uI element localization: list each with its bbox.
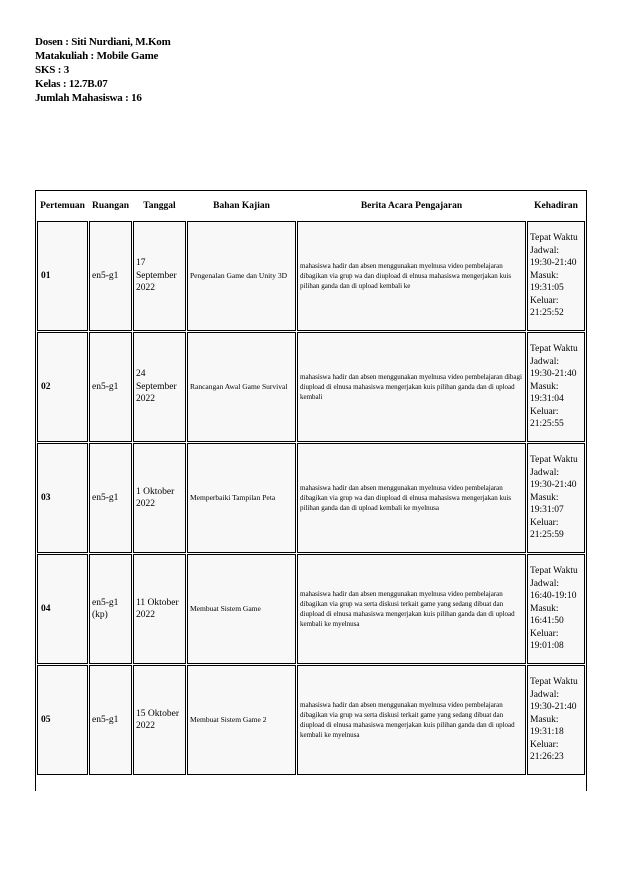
kehadiran-status: Tepat Waktu [530, 455, 578, 466]
masuk-value: 16:41:50 [530, 616, 564, 627]
berita-acara-cell: mahasiswa hadir dan absen menggunakan myelnusa video pembelajaran dibagikan via grup wa dan diupload di elnusa mahasiswa mengerjakan kuis pilihan ganda dan di upload kembali ke [297, 221, 526, 331]
masuk-label: Masuk: [530, 603, 559, 614]
tanggal-cell: 1 Oktober 2022 [133, 443, 186, 553]
kehadiran-status: Tepat Waktu [530, 566, 578, 577]
berita-acara-cell: mahasiswa hadir dan absen menggunakan myelnusa video pembelajaran dibagikan via grup wa serta diskusi terkait game yang sedang dibuat dan diupload di elnusa mahasiswa mengerjakan kuis pilihan ganda dan di upload kembali ke myelnusa [297, 665, 526, 775]
kehadiran-cell [527, 665, 585, 775]
keluar-value: 19:01:08 [530, 641, 564, 652]
table-row [37, 665, 585, 775]
keluar-value: 21:25:52 [530, 308, 564, 319]
column-header-kehadiran: Kehadiran [534, 201, 578, 211]
tanggal-cell: 11 Oktober 2022 [133, 554, 186, 664]
jadwal-value: 19:30-21:40 [530, 369, 577, 380]
tanggal-cell: 15 Oktober 2022 [133, 665, 186, 775]
masuk-label: Masuk: [530, 270, 559, 281]
jadwal-value: 19:30-21:40 [530, 258, 577, 269]
berita-acara-cell: mahasiswa hadir dan absen menggunakan myelnusa video pembelajaran dibagi diupload di elnusa mahasiswa mengerjakan kuis pilihan ganda dan di upload kembali [297, 332, 526, 442]
bahan-kajian-cell: Membuat Sistem Game 2 [187, 665, 296, 775]
document-header [35, 35, 171, 105]
pertemuan-cell: 02 [37, 332, 88, 442]
column-header-tanggal: Tanggal [143, 201, 176, 211]
berita-acara-cell: mahasiswa hadir dan absen menggunakan myelnusa video pembelajaran dibagikan via grup wa dan diupload di elnusa mahasiswa mengerjakan kuis pilihan ganda dan di upload kembali ke myelnusa [297, 443, 526, 553]
jadwal-label: Jadwal: [530, 689, 560, 700]
dosen-line: Dosen : Siti Nurdiani, M.Kom [35, 36, 171, 48]
table-row [37, 443, 585, 553]
masuk-label: Masuk: [530, 492, 559, 503]
column-header-bahan-kajian: Bahan Kajian [213, 201, 270, 211]
jadwal-value: 19:30-21:40 [530, 480, 577, 491]
column-header-berita-acara: Berita Acara Pengajaran [360, 201, 463, 211]
pertemuan-cell: 04 [37, 554, 88, 664]
ruangan-cell: en5-g1 [89, 665, 132, 775]
masuk-label: Masuk: [530, 381, 559, 392]
ruangan-cell: en5-g1 (kp) [89, 554, 132, 664]
matakuliah-line: Matakuliah : Mobile Game [35, 50, 159, 62]
table-body [37, 221, 585, 775]
ruangan-cell: en5-g1 [89, 332, 132, 442]
masuk-value: 19:31:07 [530, 505, 564, 516]
pertemuan-cell: 05 [37, 665, 88, 775]
jadwal-label: Jadwal: [530, 467, 560, 478]
table-row [37, 221, 585, 331]
masuk-value: 19:31:04 [530, 394, 564, 405]
jadwal-value: 16:40-19:10 [530, 591, 577, 602]
kehadiran-status: Tepat Waktu [530, 677, 578, 688]
keluar-label: Keluar: [530, 628, 559, 639]
jadwal-label: Jadwal: [530, 356, 560, 367]
tanggal-cell: 24 September 2022 [133, 332, 186, 442]
kehadiran-cell [527, 443, 585, 553]
berita-acara-cell: mahasiswa hadir dan absen menggunakan myelnusa video pembelajaran dibagikan via grup wa serta diskusi terkait game yang sedang dibuat dan diupload di elnusa mahasiswa mengerjakan kuis pilihan ganda dan di upload kembali ke myelnusa [297, 554, 526, 664]
table-row [37, 554, 585, 664]
keluar-value: 21:25:55 [530, 419, 564, 430]
table-row [37, 332, 585, 442]
kehadiran-cell [527, 554, 585, 664]
jadwal-label: Jadwal: [530, 578, 560, 589]
keluar-value: 21:26:23 [530, 752, 564, 763]
column-header-pertemuan: Pertemuan [40, 201, 85, 211]
bahan-kajian-cell: Memperbaiki Tampilan Peta [187, 443, 296, 553]
kehadiran-status: Tepat Waktu [530, 233, 578, 244]
kelas-line: Kelas : 12.7B.07 [35, 78, 108, 90]
attendance-table-container [35, 190, 587, 791]
keluar-label: Keluar: [530, 517, 559, 528]
masuk-label: Masuk: [530, 714, 559, 725]
jadwal-value: 19:30-21:40 [530, 702, 577, 713]
kehadiran-cell [527, 332, 585, 442]
kehadiran-status: Tepat Waktu [530, 344, 578, 355]
jadwal-label: Jadwal: [530, 245, 560, 256]
bahan-kajian-cell: Rancangan Awal Game Survival [187, 332, 296, 442]
ruangan-cell: en5-g1 [89, 443, 132, 553]
pertemuan-cell: 03 [37, 443, 88, 553]
keluar-value: 21:25:59 [530, 530, 564, 541]
keluar-label: Keluar: [530, 739, 559, 750]
table-header-row [37, 192, 585, 220]
attendance-table [36, 191, 586, 776]
bahan-kajian-cell: Membuat Sistem Game [187, 554, 296, 664]
pertemuan-cell: 01 [37, 221, 88, 331]
keluar-label: Keluar: [530, 406, 559, 417]
sks-line: SKS : 3 [35, 64, 70, 76]
bahan-kajian-cell: Pengenalan Game dan Unity 3D [187, 221, 296, 331]
jumlah-mahasiswa-line: Jumlah Mahasiswa : 16 [35, 92, 142, 104]
keluar-label: Keluar: [530, 295, 559, 306]
ruangan-cell: en5-g1 [89, 221, 132, 331]
masuk-value: 19:31:05 [530, 283, 564, 294]
column-header-ruangan: Ruangan [92, 201, 129, 211]
masuk-value: 19:31:18 [530, 727, 564, 738]
kehadiran-cell [527, 221, 585, 331]
tanggal-cell: 17 September 2022 [133, 221, 186, 331]
